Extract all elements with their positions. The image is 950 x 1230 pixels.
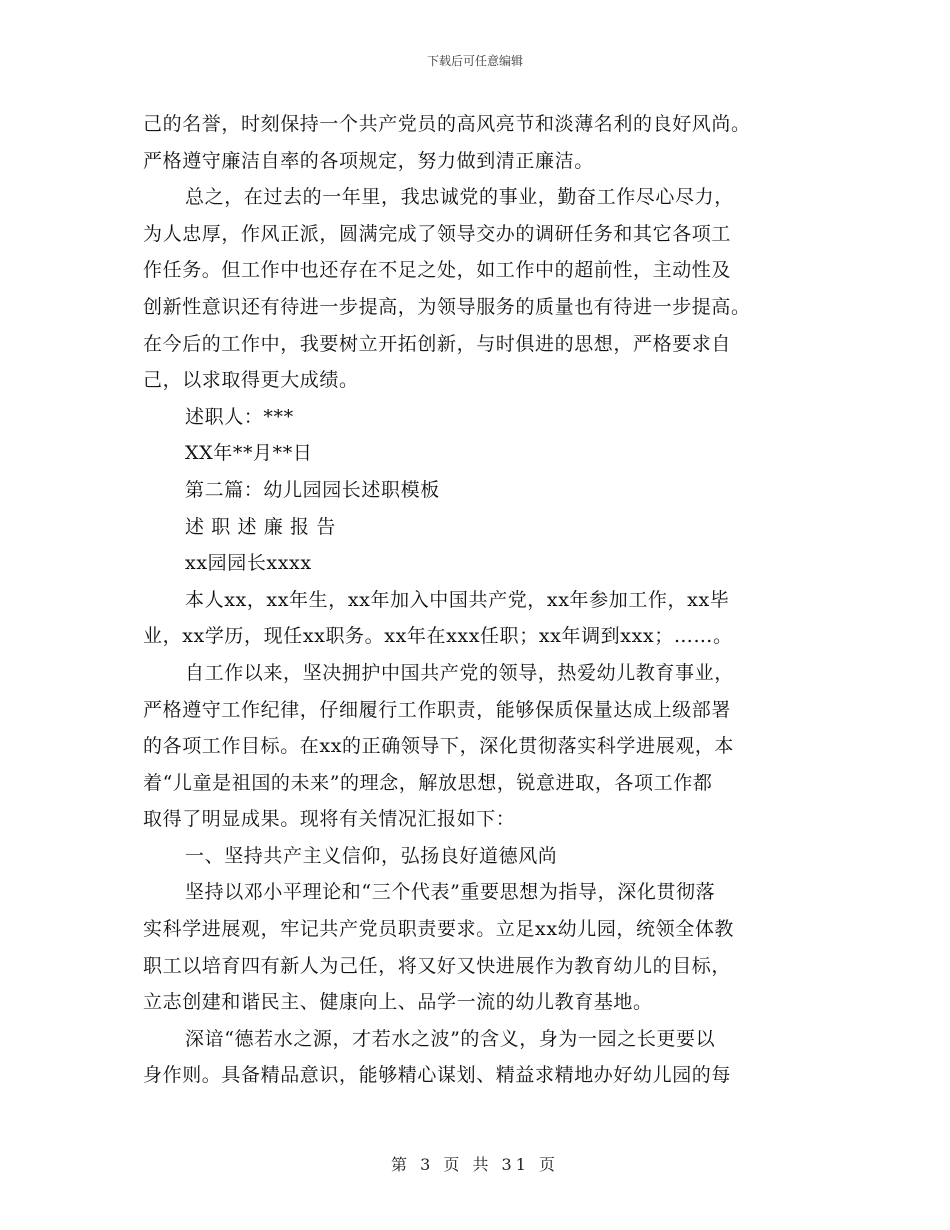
text-line: 着“儿童是祖国的未来”的理念，解放思想，锐意进取，各项工作都 <box>143 771 713 794</box>
section-title: 第二篇：幼儿园园长述职模板 <box>185 478 440 501</box>
text-line: 创新性意识还有待进一步提高，为领导服务的质量也有待进一步提高。 <box>143 295 751 318</box>
report-title: 述 职 述 廉 报 告 <box>185 515 336 538</box>
paragraph-start: 深谙“德若水之源，才若水之波”的含义，身为一园之长更要以 <box>185 1027 716 1050</box>
document-body <box>143 106 808 1094</box>
text-line: 严格遵守廉洁自率的各项规定，努力做到清正廉洁。 <box>143 149 594 172</box>
page-header: 下载后可任意编辑 <box>426 54 523 68</box>
text-line: 实科学进展观，牢记共产党员职责要求。立足xx幼儿园，统领全体教 <box>143 918 735 941</box>
text-line: 取得了明显成果。现将有关情况汇报如下： <box>143 808 516 831</box>
subheading: 一、坚持共产主义信仰，弘扬良好道德风尚 <box>185 844 558 867</box>
text-line: 为人忠厚，作风正派，圆满完成了领导交办的调研任务和其它各项工 <box>143 222 732 245</box>
text-line: 业，xx学历，现任xx职务。xx年在xxx任职；xx年调到xxx；……。 <box>143 625 733 648</box>
text-line: 在今后的工作中，我要树立开拓创新，与时俱进的思想，严格要求自 <box>143 332 732 355</box>
text-line: 的各项工作目标。在xx的正确领导下，深化贯彻落实科学进展观，本 <box>143 735 735 758</box>
text-line: 作任务。但工作中也还存在不足之处，如工作中的超前性，主动性及 <box>143 259 732 282</box>
paragraph-start: 自工作以来，坚决拥护中国共产党的领导，热爱幼儿教育事业， <box>185 661 734 684</box>
reporter-line: 述职人：*** <box>185 405 294 428</box>
paragraph-start: 坚持以邓小平理论和“三个代表”重要思想为指导，深化贯彻落 <box>185 881 716 904</box>
text-line: 职工以培育四有新人为己任，将又好又快进展作为教育幼儿的目标， <box>143 954 732 977</box>
text-line: 严格遵守工作纪律，仔细履行工作职责，能够保质保量达成上级部署 <box>143 698 732 721</box>
text-line: 立志创建和谐民主、健康向上、品学一流的幼儿教育基地。 <box>143 991 653 1014</box>
paragraph-start: 本人xx，xx年生，xx年加入中国共产党，xx年参加工作，xx毕 <box>185 588 730 611</box>
author-line: xx园园长xxxx <box>185 552 312 575</box>
paragraph-start: 总之，在过去的一年里，我忠诚党的事业，勤奋工作尽心尽力， <box>185 186 734 209</box>
text-line: 己的名誉，时刻保持一个共产党员的高风亮节和淡薄名利的良好风尚。 <box>143 113 751 135</box>
date-line: XX年**月**日 <box>185 442 313 465</box>
page-footer: 第 3 页 共 31 页 <box>391 1155 559 1174</box>
text-line: 身作则。具备精品意识，能够精心谋划、精益求精地办好幼儿园的每 <box>143 1064 732 1087</box>
text-line: 己，以求取得更大成绩。 <box>143 369 359 392</box>
